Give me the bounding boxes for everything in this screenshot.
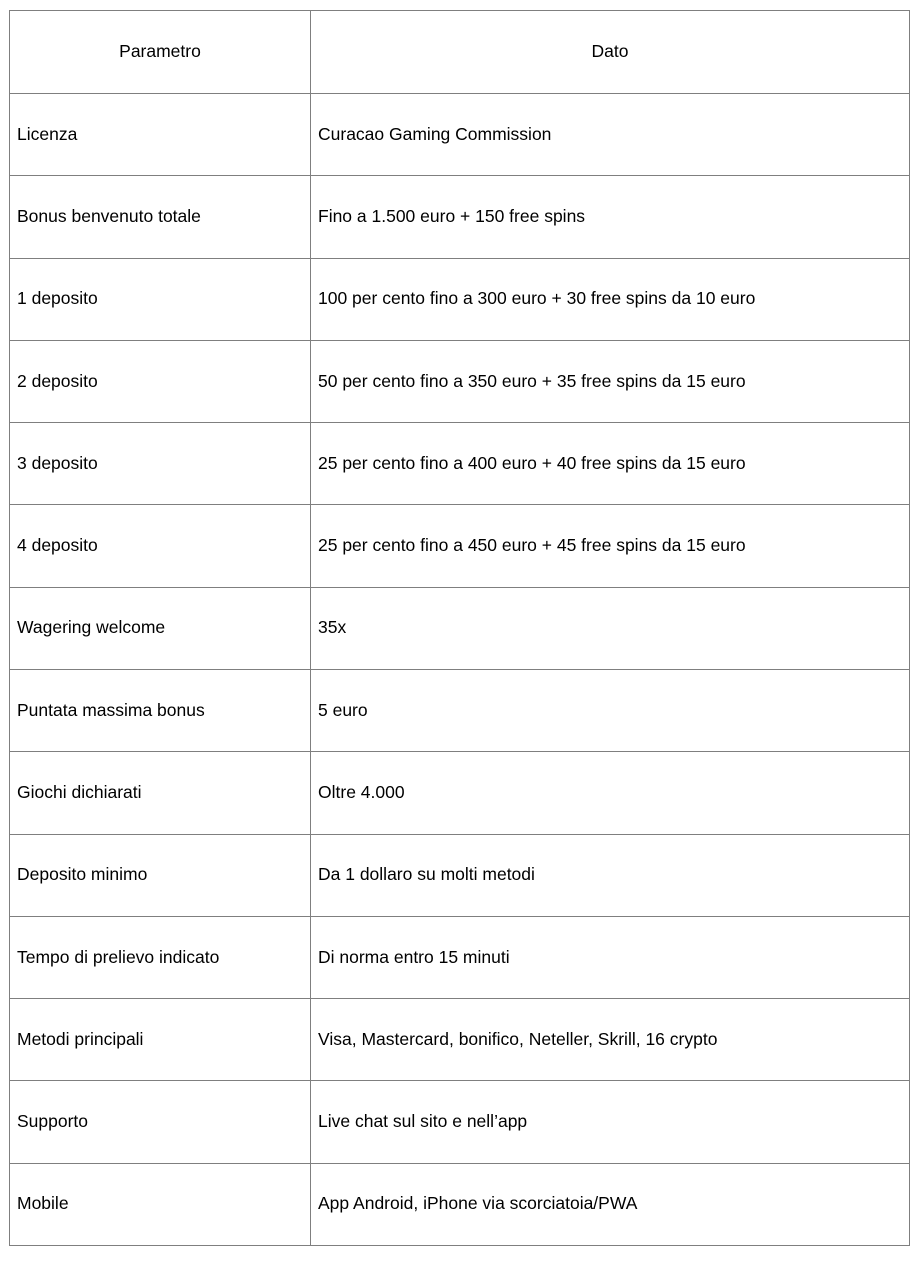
param-cell: Metodi principali	[10, 999, 311, 1081]
parameters-table	[9, 10, 910, 1246]
value-cell: 50 per cento fino a 350 euro + 35 free spins da 15 euro	[311, 340, 910, 422]
table-row	[10, 834, 910, 916]
param-cell: 4 deposito	[10, 505, 311, 587]
column-header-dato: Dato	[311, 11, 910, 94]
table-row	[10, 752, 910, 834]
param-cell: Wagering welcome	[10, 587, 311, 669]
table-row	[10, 505, 910, 587]
param-cell: Deposito minimo	[10, 834, 311, 916]
value-cell: Visa, Mastercard, bonifico, Neteller, Skrill, 16 crypto	[311, 999, 910, 1081]
table-row	[10, 94, 910, 176]
param-cell: Supporto	[10, 1081, 311, 1163]
value-cell: App Android, iPhone via scorciatoia/PWA	[311, 1163, 910, 1245]
param-cell: 1 deposito	[10, 258, 311, 340]
value-cell: 35x	[311, 587, 910, 669]
value-cell: Di norma entro 15 minuti	[311, 916, 910, 998]
value-cell: 5 euro	[311, 669, 910, 751]
param-cell: Bonus benvenuto totale	[10, 176, 311, 258]
value-cell: 100 per cento fino a 300 euro + 30 free spins da 10 euro	[311, 258, 910, 340]
table-row	[10, 176, 910, 258]
table-row	[10, 999, 910, 1081]
table-row	[10, 669, 910, 751]
param-cell: Licenza	[10, 94, 311, 176]
param-cell: Giochi dichiarati	[10, 752, 311, 834]
table-row	[10, 1081, 910, 1163]
value-cell: Curacao Gaming Commission	[311, 94, 910, 176]
table-row	[10, 423, 910, 505]
param-cell: 3 deposito	[10, 423, 311, 505]
value-cell: Oltre 4.000	[311, 752, 910, 834]
table-row	[10, 1163, 910, 1245]
table-row	[10, 587, 910, 669]
table-row	[10, 340, 910, 422]
value-cell: 25 per cento fino a 400 euro + 40 free spins da 15 euro	[311, 423, 910, 505]
table-row	[10, 258, 910, 340]
value-cell: 25 per cento fino a 450 euro + 45 free spins da 15 euro	[311, 505, 910, 587]
param-cell: Mobile	[10, 1163, 311, 1245]
table-row	[10, 916, 910, 998]
header-row	[10, 11, 910, 94]
param-cell: 2 deposito	[10, 340, 311, 422]
value-cell: Live chat sul sito e nell’app	[311, 1081, 910, 1163]
param-cell: Tempo di prelievo indicato	[10, 916, 311, 998]
value-cell: Fino a 1.500 euro + 150 free spins	[311, 176, 910, 258]
value-cell: Da 1 dollaro su molti metodi	[311, 834, 910, 916]
column-header-parametro: Parametro	[10, 11, 311, 94]
param-cell: Puntata massima bonus	[10, 669, 311, 751]
